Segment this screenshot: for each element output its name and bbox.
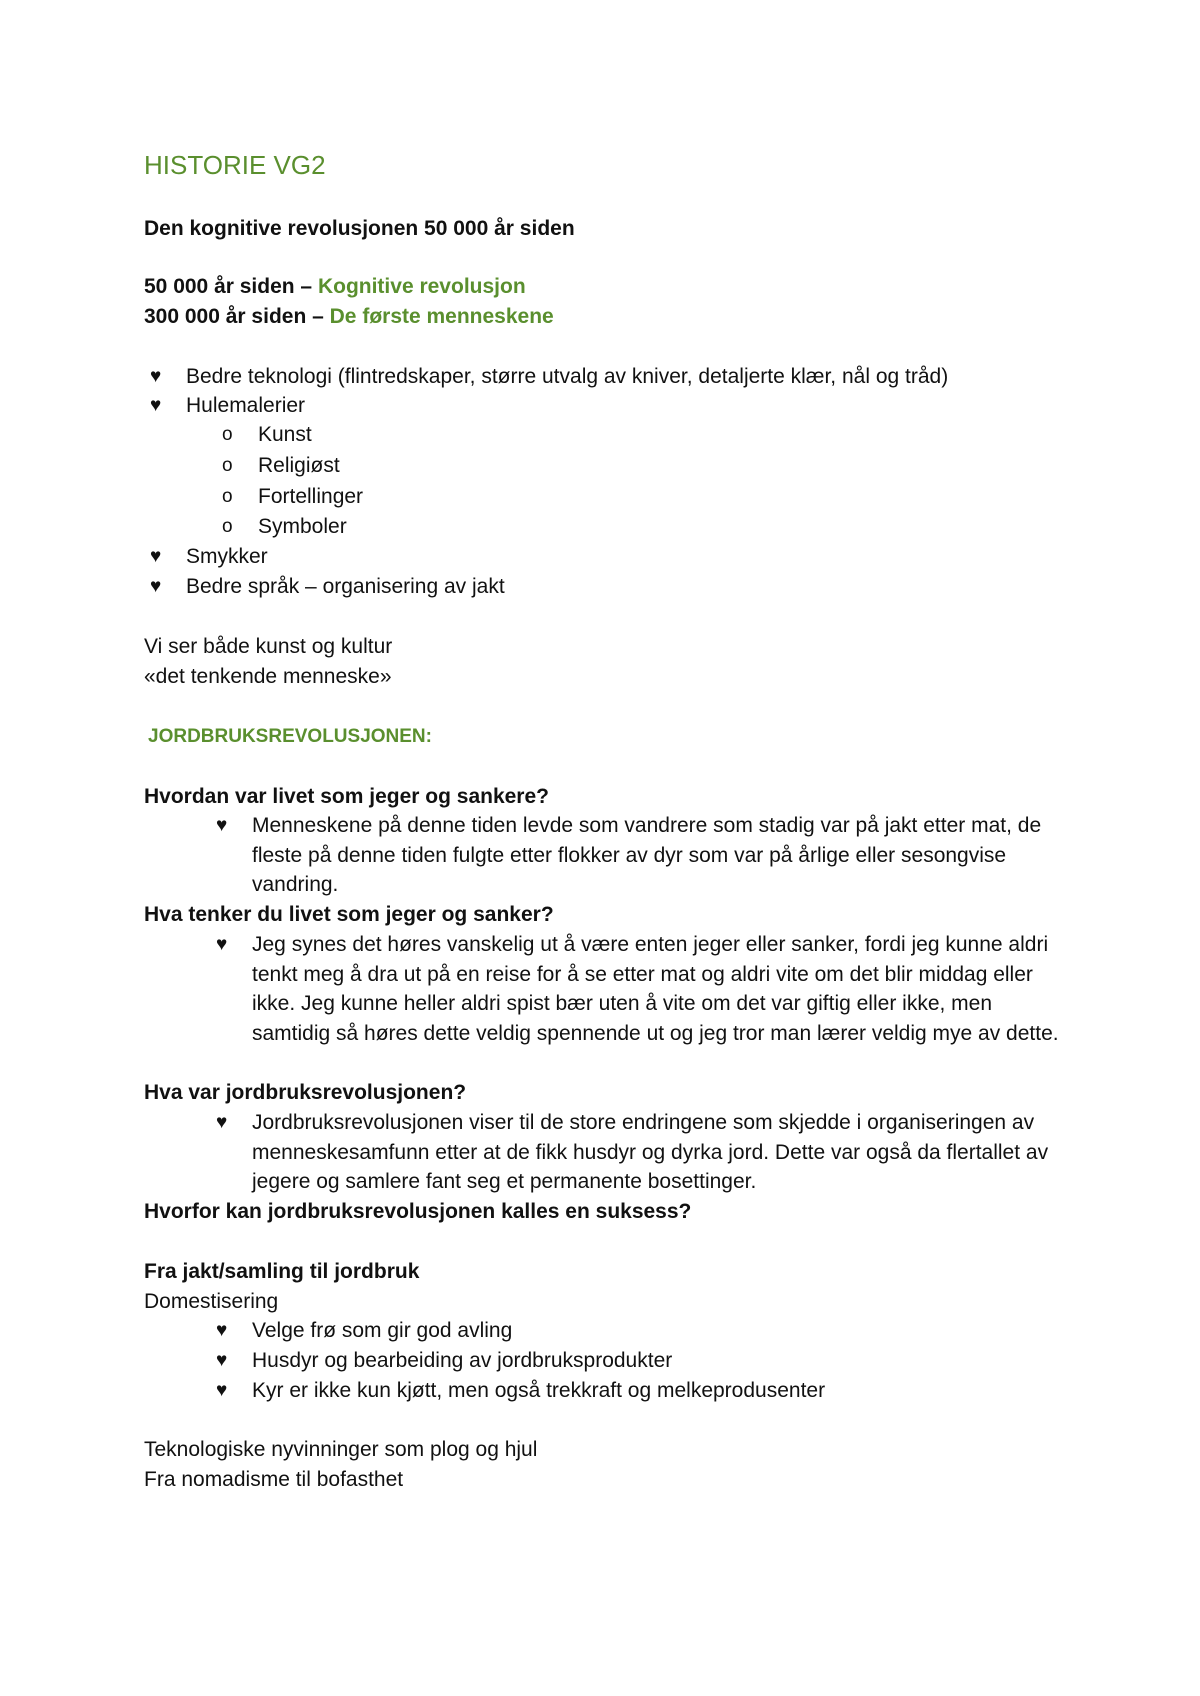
sub-list-item: Symboler <box>258 515 347 538</box>
timeline-label: Kognitive revolusjon <box>317 275 526 298</box>
heart-bullet-icon: ♥ <box>150 366 162 387</box>
list-item: Velge frø som gir god avling <box>252 1319 513 1342</box>
heart-bullet-icon: ♥ <box>150 576 162 597</box>
list-item: Hulemalerier <box>186 394 306 417</box>
sub-list-item: Kunst <box>258 423 312 446</box>
farming-subheading: Domestisering <box>144 1290 279 1313</box>
timeline-row <box>144 272 526 301</box>
list-item: Smykker <box>186 545 268 568</box>
closing-line: Fra nomadisme til bofasthet <box>144 1468 404 1491</box>
list-item: Kyr er ikke kun kjøtt, men også trekkraft og melkeprodusenter <box>252 1379 826 1402</box>
note-line: «det tenkende menneske» <box>144 665 392 688</box>
timeline-row <box>144 302 554 331</box>
document-subtitle: Den kognitive revolusjonen 50 000 år siden <box>144 217 575 240</box>
answer-paragraph: Menneskene på denne tiden levde som vandrere som stadig var på jakt etter mat, de fleste på denne tiden fulgte etter flokker av dyr som var på årlige eller sesongvise vandring. <box>252 814 1042 897</box>
timeline-time: 300 000 år siden – <box>144 305 330 328</box>
section-heading: JORDBRUKSREVOLUSJONEN: <box>148 726 432 747</box>
timeline-time: 50 000 år siden – <box>144 275 318 298</box>
question: Hvorfor kan jordbruksrevolusjonen kalles en suksess? <box>144 1200 692 1223</box>
heart-bullet-icon: ♥ <box>150 546 162 567</box>
heart-bullet-icon: ♥ <box>216 934 228 955</box>
circle-bullet-icon: o <box>222 516 233 537</box>
sub-list-item: Fortellinger <box>258 485 364 508</box>
heart-bullet-icon: ♥ <box>216 1320 228 1341</box>
heart-bullet-icon: ♥ <box>216 1112 228 1133</box>
list-item: Bedre språk – organisering av jakt <box>186 575 505 598</box>
answer-paragraph: Jordbruksrevolusjonen viser til de store endringene som skjedde i organiseringen av menneskesamfunn etter at de fikk husdyr og dyrka jord. Dette var også da flertallet av jegere og samlere fant seg et permanente bosettinger. <box>252 1111 1049 1194</box>
heart-bullet-icon: ♥ <box>150 395 162 416</box>
sub-list-item: Religiøst <box>258 454 340 477</box>
answer-paragraph: Jeg synes det høres vanskelig ut å være enten jeger eller sanker, fordi jeg kunne aldri tenkt meg å dra ut på en reise for å se etter mat og aldri vite om det blir middag eller ikke. Jeg kunne heller aldri spist bær uten å vite om det var giftig eller ikke, men samtidig så høres dette veldig spennende ut og jeg tror man lærer veldig mye av dette. <box>252 933 1059 1046</box>
circle-bullet-icon: o <box>222 424 233 445</box>
heart-bullet-icon: ♥ <box>216 1380 228 1401</box>
heart-bullet-icon: ♥ <box>216 815 228 836</box>
page-title: HISTORIE VG2 <box>144 150 326 180</box>
heart-bullet-icon: ♥ <box>216 1350 228 1371</box>
list-item: Bedre teknologi (flintredskaper, større utvalg av kniver, detaljerte klær, nål og tråd) <box>186 365 949 388</box>
circle-bullet-icon: o <box>222 486 233 507</box>
note-line: Vi ser både kunst og kultur <box>144 635 393 658</box>
farming-heading: Fra jakt/samling til jordbruk <box>144 1260 420 1283</box>
timeline-label: De første menneskene <box>329 305 554 328</box>
list-item: Husdyr og bearbeiding av jordbruksprodukter <box>252 1349 673 1372</box>
circle-bullet-icon: o <box>222 455 233 476</box>
question: Hva var jordbruksrevolusjonen? <box>144 1081 467 1104</box>
closing-line: Teknologiske nyvinninger som plog og hjul <box>144 1438 538 1461</box>
question: Hvordan var livet som jeger og sankere? <box>144 785 549 808</box>
question: Hva tenker du livet som jeger og sanker? <box>144 903 554 926</box>
